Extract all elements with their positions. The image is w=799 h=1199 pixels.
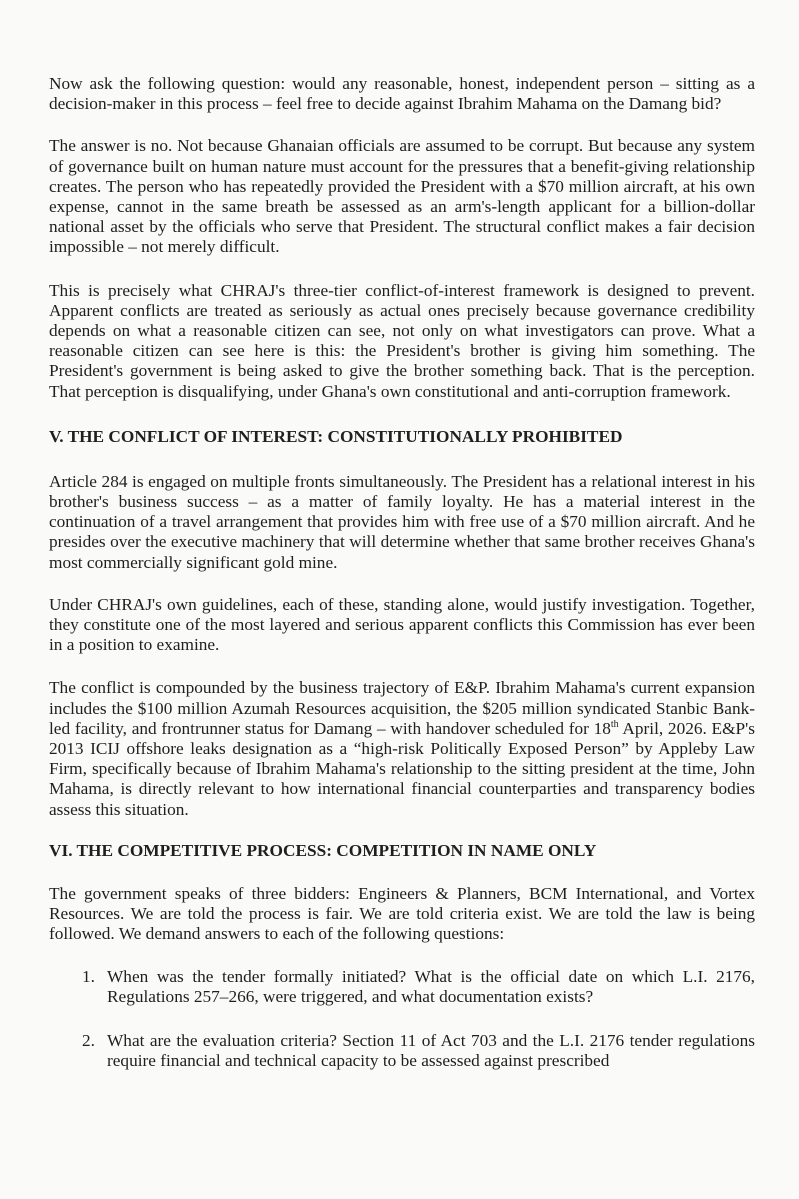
paragraph-chraj-framework: This is precisely what CHRAJ's three-tier conflict-of-interest framework is designed to prevent. Apparent conflicts are treated as seriously as actual ones precisely because governance credibility depends on what a reasonable citizen can see, not only on what investigators can prove. What a reasonable citizen can see here is this: the President's brother is giving him something. The President's government is being asked to give the brother something back. That is the perception. That perception is disqualifying, under Ghana's own constitutional and anti-corruption framework.	[49, 280, 755, 401]
paragraph-chraj-guidelines: Under CHRAJ's own guidelines, each of these, standing alone, would justify investigation. Together, they constitute one of the most layered and serious apparent conflicts this Commission has ever been in a position to examine.	[49, 594, 755, 655]
paragraph-business-trajectory-part2: April, 2026. E&P's 2013 ICIJ offshore leaks designation as a “high-risk Politically Exposed Person” by Appleby Law Firm, specifically because of Ibrahim Mahama's relationship to the sitting president at the time, John Mahama, is directly relevant to how international financial counterparties and transparency bodies assess this situation.	[49, 718, 755, 819]
section-heading-conflict-of-interest: V. THE CONFLICT OF INTEREST: CONSTITUTIONALLY PROHIBITED	[49, 426, 623, 446]
paragraph-answer-is-no: The answer is no. Not because Ghanaian officials are assumed to be corrupt. But because any system of governance built on human nature must account for the pressures that a benefit-giving relationship creates. The person who has repeatedly provided the President with a $70 million aircraft, at his own expense, cannot in the same breath be assessed as an arm's-length applicant for a billion-dollar national asset by the officials who serve that President. The structural conflict makes a fair decision impossible – not merely difficult.	[49, 136, 755, 257]
section-heading-competitive-process: VI. THE COMPETITIVE PROCESS: COMPETITION IN NAME ONLY	[49, 840, 597, 860]
list-item-number: 1.	[82, 966, 95, 986]
paragraph-three-bidders: The government speaks of three bidders: Engineers & Planners, BCM International, and Vortex Resources. We are told the process is fair. We are told criteria exist. We are told the law is being followed. We demand answers to each of the following questions:	[49, 883, 755, 944]
list-item	[49, 1031, 755, 1071]
list-item-text: When was the tender formally initiated? What is the official date on which L.I. 2176, Regulations 257–266, were triggered, and what documentation exists?	[107, 966, 755, 1006]
list-item	[49, 967, 755, 1007]
questions-list	[49, 967, 755, 1072]
list-item-text: What are the evaluation criteria? Section 11 of Act 703 and the L.I. 2176 tender regulations require financial and technical capacity to be assessed against prescribed	[107, 1030, 755, 1071]
paragraph-business-trajectory	[49, 678, 755, 819]
list-item-number: 2.	[82, 1030, 95, 1050]
ordinal-superscript: th	[610, 719, 619, 731]
paragraph-business-trajectory-part1: The conflict is compounded by the business trajectory of E&P. Ibrahim Mahama's current expansion includes the $100 million Azumah Resources acquisition, the $205 million syndicated Stanbic Bank-led facility, and frontrunner status for Damang – with handover scheduled for 18	[49, 678, 755, 738]
paragraph-article-284: Article 284 is engaged on multiple fronts simultaneously. The President has a relational interest in his brother's business success – as a matter of family loyalty. He has a material interest in the continuation of a travel arrangement that provides him with free use of a $70 million aircraft. And he presides over the executive machinery that will determine whether that same brother receives Ghana's most commercially significant gold mine.	[49, 471, 755, 572]
paragraph-reasonable-person-question: Now ask the following question: would any reasonable, honest, independent person – sitting as a decision-maker in this process – feel free to decide against Ibrahim Mahama on the Damang bid?	[49, 74, 755, 114]
